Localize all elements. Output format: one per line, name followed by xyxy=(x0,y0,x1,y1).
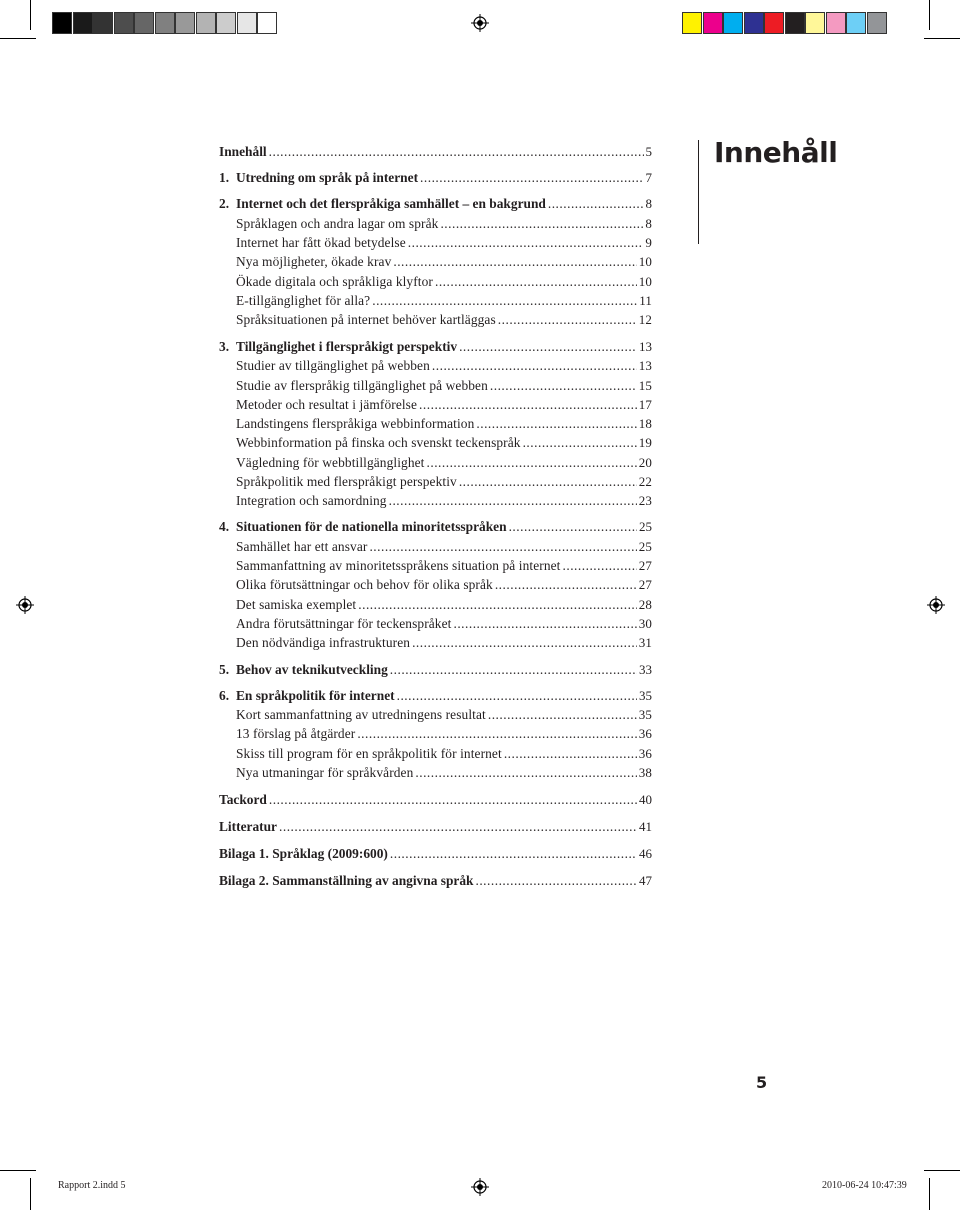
toc-entry-page: 15 xyxy=(638,378,652,393)
toc-entry-title: Nya möjligheter, ökade krav xyxy=(236,254,392,269)
color-swatch xyxy=(846,12,866,34)
toc-entry[interactable] xyxy=(219,339,652,359)
gray-swatch xyxy=(114,12,134,34)
gray-swatch xyxy=(175,12,195,34)
toc-entry-title: Nya utmaningar för språkvården xyxy=(236,765,414,780)
toc-entry-title: Studier av tillgänglighet på webben xyxy=(236,358,430,373)
toc-entry[interactable] xyxy=(236,312,652,332)
toc-leader-dots xyxy=(390,662,637,678)
toc-leader-dots xyxy=(369,539,636,555)
toc-entry-page: 10 xyxy=(638,254,652,269)
toc-entry-title: Internet och det flerspråkiga samhället – en bakgrund xyxy=(236,196,546,211)
toc-entry-title: Metoder och resultat i jämförelse xyxy=(236,397,418,412)
gray-swatch xyxy=(196,12,216,34)
toc-entry[interactable] xyxy=(236,358,652,378)
crop-mark xyxy=(0,38,36,39)
toc-leader-dots xyxy=(453,616,636,632)
toc-entry-title: Den nödvändiga infrastrukturen xyxy=(236,635,411,650)
toc-leader-dots xyxy=(358,597,637,613)
toc-entry[interactable] xyxy=(236,274,652,294)
toc-entry-number: 2. xyxy=(219,196,230,211)
toc-entry-page: 23 xyxy=(638,493,652,508)
toc-entry-number: 6. xyxy=(219,688,230,703)
toc-entry[interactable] xyxy=(219,846,652,866)
toc-entry-page: 9 xyxy=(645,235,652,250)
crop-mark xyxy=(0,1170,36,1171)
toc-entry-title: Behov av teknikutveckling xyxy=(236,662,388,677)
crop-mark xyxy=(30,1178,31,1210)
registration-mark-icon xyxy=(471,1178,489,1196)
toc-entry[interactable] xyxy=(219,662,652,682)
toc-entry-page: 27 xyxy=(638,558,652,573)
toc-entry-page: 27 xyxy=(638,577,652,592)
toc-entry[interactable] xyxy=(236,635,652,655)
toc-entry-title: Andra förutsättningar för teckenspråket xyxy=(236,616,452,631)
toc-leader-dots xyxy=(269,144,644,160)
gray-swatch xyxy=(134,12,154,34)
toc-entry-number: 5. xyxy=(219,662,230,677)
toc-entry[interactable] xyxy=(236,539,652,559)
toc-entry-page: 10 xyxy=(638,274,652,289)
page-number: 5 xyxy=(756,1073,768,1092)
toc-leader-dots xyxy=(459,339,637,355)
crop-mark xyxy=(924,1170,960,1171)
slug-file: Rapport 2.indd 5 xyxy=(58,1180,126,1191)
gray-swatch xyxy=(73,12,93,34)
toc-entry[interactable] xyxy=(219,792,652,812)
color-swatch xyxy=(682,12,702,34)
toc-entry-title: Landstingens flerspråkiga webbinformation xyxy=(236,416,475,431)
toc-leader-dots xyxy=(408,235,644,251)
color-swatch xyxy=(764,12,784,34)
toc-entry-title: Kort sammanfattning av utredningens resultat xyxy=(236,707,486,722)
toc-leader-dots xyxy=(476,416,636,432)
toc-entry-title: Bilaga 1. Språklag (2009:600) xyxy=(219,846,388,861)
toc-entry[interactable] xyxy=(236,707,652,727)
toc-entry-number: 4. xyxy=(219,519,230,534)
toc-entry-page: 28 xyxy=(638,597,652,612)
toc-entry-title: Ökade digitala och språkliga klyftor xyxy=(236,274,433,289)
toc-leader-dots xyxy=(412,635,637,651)
toc-entry-title: Utredning om språk på internet xyxy=(236,170,419,185)
toc-entry[interactable] xyxy=(236,293,652,313)
toc-entry[interactable] xyxy=(236,397,652,417)
toc-leader-dots xyxy=(488,707,637,723)
toc-entry-page: 31 xyxy=(638,635,652,650)
toc-leader-dots xyxy=(420,170,643,186)
toc-entry[interactable] xyxy=(236,474,652,494)
toc-leader-dots xyxy=(390,846,637,862)
toc-entry-page: 30 xyxy=(638,616,652,631)
toc-entry[interactable] xyxy=(236,726,652,746)
toc-entry[interactable] xyxy=(236,254,652,274)
toc-entry-title: Situationen för de nationella minoritetsspråken xyxy=(236,519,507,534)
toc-entry-page: 13 xyxy=(639,339,652,354)
toc-entry-page: 38 xyxy=(638,765,652,780)
gray-swatch xyxy=(52,12,72,34)
toc-entry[interactable] xyxy=(236,378,652,398)
toc-leader-dots xyxy=(372,293,637,309)
toc-entry-page: 7 xyxy=(645,170,652,185)
crop-mark xyxy=(30,0,31,30)
color-swatch xyxy=(723,12,743,34)
toc-leader-dots xyxy=(504,746,637,762)
toc-entry[interactable] xyxy=(236,493,652,513)
toc-entry-title: Internet har fått ökad betydelse xyxy=(236,235,406,250)
toc-entry-page: 13 xyxy=(638,358,652,373)
toc-entry-page: 17 xyxy=(638,397,652,412)
crop-mark xyxy=(929,0,930,30)
toc-entry-title: Språkpolitik med flerspråkigt perspektiv xyxy=(236,474,457,489)
toc-leader-dots xyxy=(389,493,637,509)
toc-entry-page: 47 xyxy=(639,873,652,888)
toc-entry-title: Tillgänglighet i flerspråkigt perspektiv xyxy=(236,339,458,354)
toc-entry-title: Språksituationen på internet behöver kartläggas xyxy=(236,312,496,327)
color-swatch xyxy=(744,12,764,34)
color-swatch xyxy=(703,12,723,34)
toc-entry-page: 19 xyxy=(638,435,652,450)
toc-leader-dots xyxy=(397,688,637,704)
toc-leader-dots xyxy=(279,819,637,835)
toc-leader-dots xyxy=(440,216,643,232)
toc-entry-page: 18 xyxy=(638,416,652,431)
toc-entry-page: 35 xyxy=(638,707,652,722)
toc-entry-title: Tackord xyxy=(219,792,267,807)
toc-entry-title: E-tillgänglighet för alla? xyxy=(236,293,371,308)
toc-leader-dots xyxy=(563,558,637,574)
toc-leader-dots xyxy=(548,196,644,212)
toc-entry-page: 25 xyxy=(638,539,652,554)
toc-entry[interactable] xyxy=(219,170,652,190)
gray-swatch xyxy=(237,12,257,34)
toc-entry-title: Samhället har ett ansvar xyxy=(236,539,368,554)
slug-date: 2010-06-24 10:47:39 xyxy=(822,1180,907,1191)
toc-leader-dots xyxy=(459,474,637,490)
toc-entry-title: Webbinformation på finska och svenskt teckenspråk xyxy=(236,435,521,450)
toc-leader-dots xyxy=(269,792,637,808)
toc-entry-page: 22 xyxy=(638,474,652,489)
toc-entry-number: 3. xyxy=(219,339,230,354)
gray-swatch xyxy=(216,12,236,34)
toc-entry-title: Vägledning för webbtillgänglighet xyxy=(236,455,425,470)
toc-leader-dots xyxy=(523,435,637,451)
toc-leader-dots xyxy=(432,358,637,374)
toc-entry-title: Det samiska exemplet xyxy=(236,597,357,612)
toc-entry-page: 8 xyxy=(645,216,652,231)
heading-rule xyxy=(698,140,699,244)
toc-entry[interactable] xyxy=(236,416,652,436)
toc-leader-dots xyxy=(435,274,637,290)
gray-swatch xyxy=(93,12,113,34)
toc-entry-title: Olika förutsättningar och behov för olika språk xyxy=(236,577,493,592)
registration-mark-icon xyxy=(927,596,945,614)
color-swatch xyxy=(867,12,887,34)
toc-entry-title: Sammanfattning av minoritetsspråkens situation på internet xyxy=(236,558,561,573)
toc-leader-dots xyxy=(393,254,636,270)
toc-entry[interactable] xyxy=(219,873,652,893)
toc-entry-page: 20 xyxy=(638,455,652,470)
toc-entry-page: 36 xyxy=(638,726,652,741)
toc-entry-title: Bilaga 2. Sammanställning av angivna språk xyxy=(219,873,474,888)
registration-mark-icon xyxy=(471,14,489,32)
toc-entry-page: 36 xyxy=(638,746,652,761)
toc-entry[interactable] xyxy=(236,616,652,636)
color-swatch xyxy=(785,12,805,34)
toc-entry-title: Språklagen och andra lagar om språk xyxy=(236,216,439,231)
toc-leader-dots xyxy=(498,312,637,328)
toc-entry-page: 12 xyxy=(638,312,652,327)
toc-entry[interactable] xyxy=(219,688,652,708)
toc-entry-page: 11 xyxy=(639,293,652,308)
toc-entry-page: 33 xyxy=(639,662,652,677)
toc-entry-page: 40 xyxy=(639,792,652,807)
toc-entry[interactable] xyxy=(236,455,652,475)
toc-entry-page: 46 xyxy=(639,846,652,861)
toc-leader-dots xyxy=(509,519,637,535)
toc-leader-dots xyxy=(495,577,637,593)
page-heading: Innehåll xyxy=(714,136,838,169)
registration-mark-icon xyxy=(16,596,34,614)
toc-entry-title: Litteratur xyxy=(219,819,278,834)
color-swatch xyxy=(826,12,846,34)
toc-entry[interactable] xyxy=(219,819,652,839)
toc-entry[interactable] xyxy=(236,765,652,785)
toc-entry-title: 13 förslag på åtgärder xyxy=(236,726,356,741)
toc-leader-dots xyxy=(419,397,637,413)
crop-mark xyxy=(929,1178,930,1210)
toc-entry[interactable] xyxy=(236,597,652,617)
toc-entry[interactable] xyxy=(236,235,652,255)
toc-entry[interactable] xyxy=(219,144,652,164)
toc-entry[interactable] xyxy=(236,577,652,597)
toc-leader-dots xyxy=(415,765,636,781)
crop-mark xyxy=(924,38,960,39)
toc-entry[interactable] xyxy=(219,519,652,539)
toc-entry[interactable] xyxy=(236,216,652,236)
toc-entry-title: Studie av flerspråkig tillgänglighet på webben xyxy=(236,378,488,393)
toc-entry-title: Skiss till program för en språkpolitik för internet xyxy=(236,746,502,761)
toc-entry-page: 41 xyxy=(639,819,652,834)
toc-entry-title: Integration och samordning xyxy=(236,493,387,508)
toc-entry-title: Innehåll xyxy=(219,144,267,159)
toc-entry-page: 35 xyxy=(639,688,652,703)
toc-entry-page: 5 xyxy=(645,144,652,159)
color-swatch xyxy=(805,12,825,34)
toc-leader-dots xyxy=(357,726,636,742)
toc-entry-number: 1. xyxy=(219,170,230,185)
toc-entry[interactable] xyxy=(236,558,652,578)
toc-leader-dots xyxy=(490,378,637,394)
toc-entry-page: 25 xyxy=(639,519,652,534)
toc-leader-dots xyxy=(475,873,637,889)
gray-swatch xyxy=(155,12,175,34)
toc-leader-dots xyxy=(427,455,637,471)
toc-entry-title: En språkpolitik för internet xyxy=(236,688,395,703)
toc-entry-page: 8 xyxy=(645,196,652,211)
toc-entry[interactable] xyxy=(236,746,652,766)
toc-entry[interactable] xyxy=(219,196,652,216)
toc-entry[interactable] xyxy=(236,435,652,455)
gray-swatch xyxy=(257,12,277,34)
